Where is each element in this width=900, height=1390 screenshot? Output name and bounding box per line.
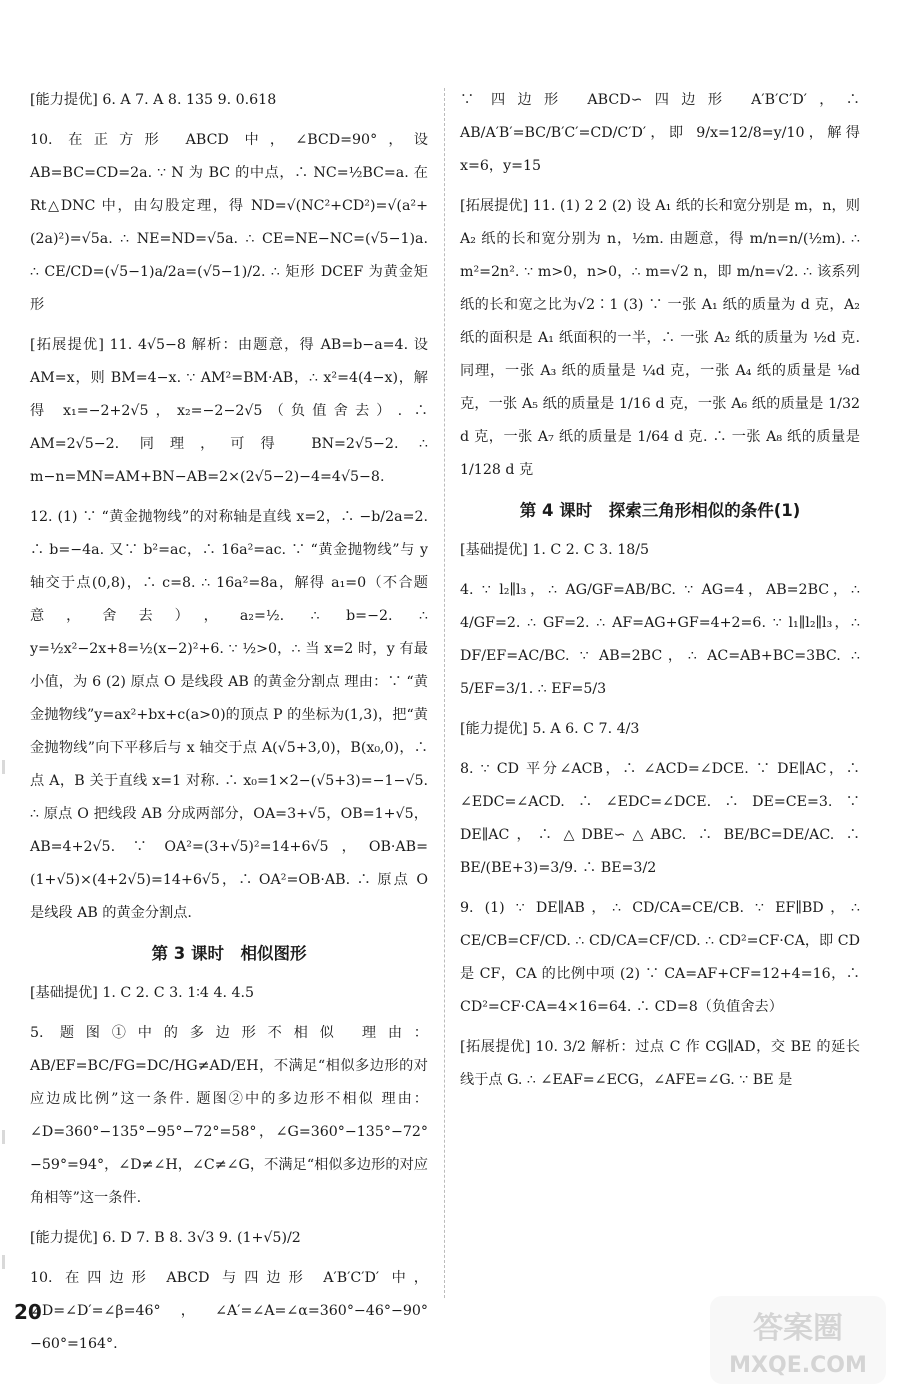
left-column	[30, 84, 428, 1368]
left-paragraph: 10. 在四边形 ABCD 与四边形 A′B′C′D′ 中，∠D=∠D′=∠β=46°，∠A′=∠A=∠α=360°−46°−90°−60°=164°.	[30, 1270, 428, 1352]
left-paragraph: [能力提优] 6. D 7. B 8. 3√3 9. (1+√5)/2	[30, 1230, 301, 1246]
watermark-text: 答案圈	[753, 1311, 843, 1346]
right-paragraph: [能力提优] 5. A 6. C 7. 4/3	[460, 721, 640, 737]
watermark-logo	[708, 1294, 888, 1386]
right-paragraph: 9. (1) ∵ DE∥AB，∴ CD/CA=CE/CB. ∵ EF∥BD，∴ CE/CB=CF/CD. ∴ CD/CA=CF/CD. ∴ CD²=CF·CA，即 CD 是 CF，CA 的比例中项 (2) ∵ CA=AF+CF=12+4=16，∴ CD²=CF·CA=4×16=64. ∴ CD=8（负值舍去）	[460, 900, 860, 1015]
left-paragraph: 5. 题图①中的多边形不相似 理由：AB/EF=BC/FG=DC/HG≠AD/EH，不满足“相似多边形的对应边成比例”这一条件. 题图②中的多边形不相似 理由：∠D=360°−135°−95°−72°=58°，∠G=360°−135°−72°−59°=94°，∠D≠∠H，∠C≠∠G，不满足“相似多边形的对应角相等”这一条件.	[30, 1025, 428, 1206]
section-title-lesson-3: 第 3 课时 相似图形	[151, 944, 307, 963]
binding-edge-mark	[2, 760, 5, 774]
left-paragraph: [拓展提优] 11. 4√5−8 解析：由题意，得 AB=b−a=4. 设 AM=x，则 BM=4−x. ∵ AM²=BM·AB，∴ x²=4(4−x)，解得 x₁=−2+2√5，x₂=−2−2√5（负值舍去）. ∴ AM=2√5−2. 同理，可得 BN=2√5−2. ∴ m−n=MN=AM+BN−AB=2×(2√5−2)−4=4√5−8.	[30, 337, 428, 485]
right-paragraph: [拓展提优] 10. 3/2 解析：过点 C 作 CG∥AD，交 BE 的延长线于点 G. ∴ ∠EAF=∠ECG，∠AFE=∠G. ∵ BE 是	[460, 1039, 860, 1088]
right-paragraph: ∵ 四边形 ABCD∽四边形 A′B′C′D′，∴ AB/A′B′=BC/B′C′=CD/C′D′，即 9/x=12/8=y/10，解得 x=6，y=15	[460, 92, 860, 174]
binding-edge-mark	[2, 1130, 5, 1144]
section-title-lesson-4: 第 4 课时 探索三角形相似的条件(1)	[519, 501, 801, 520]
right-paragraph: 8. ∵ CD 平分∠ACB，∴ ∠ACD=∠DCE. ∵ DE∥AC，∴ ∠EDC=∠ACD. ∴ ∠EDC=∠DCE. ∴ DE=CE=3. ∵ DE∥AC，∴ △DBE∽△ABC. ∴ BE/BC=DE/AC. ∴ BE/(BE+3)=3/9. ∴ BE=3/2	[460, 761, 860, 876]
page-number: 20	[14, 1300, 42, 1324]
column-divider	[444, 88, 445, 1298]
right-paragraph: 4. ∵ l₂∥l₃，∴ AG/GF=AB/BC. ∵ AG=4，AB=2BC，∴ 4/GF=2. ∴ GF=2. ∴ AF=AG+GF=4+2=6. ∵ l₁∥l₂∥l₃，∴ DF/EF=AC/BC. ∵ AB=2BC，∴ AC=AB+BC=3BC. ∴ 5/EF=3/1. ∴ EF=5/3	[460, 582, 860, 697]
watermark-url: MXQE.COM	[729, 1353, 867, 1378]
left-paragraph: 10. 在正方形 ABCD 中，∠BCD=90°，设 AB=BC=CD=2a. ∵ N 为 BC 的中点，∴ NC=½BC=a. 在 Rt△DNC 中，由勾股定理，得 ND=√(NC²+CD²)=√(a²+(2a)²)=√5a. ∴ NE=ND=√5a. ∴ CE=NE−NC=(√5−1)a. ∴ CE/CD=(√5−1)a/2a=(√5−1)/2. ∴ 矩形 DCEF 为黄金矩形	[30, 132, 428, 313]
right-paragraph: [基础提优] 1. C 2. C 3. 18/5	[460, 542, 650, 558]
right-paragraph: [拓展提优] 11. (1) 2 2 (2) 设 A₁ 纸的长和宽分别是 m，n，则 A₂ 纸的长和宽分别为 n，½m. 由题意，得 m/n=n/(½m). ∴ m²=2n². ∵ m>0，n>0，∴ m=√2 n，即 m/n=√2. ∴ 该系列纸的长和宽之比为√2∶1 (3) ∵ 一张 A₁ 纸的质量为 d 克，A₂ 纸的面积是 A₁ 纸面积的一半，∴ 一张 A₂ 纸的质量为 ½d 克. 同理，一张 A₃ 纸的质量是 ¼d 克，一张 A₄ 纸的质量是 ⅛d 克，一张 A₅ 纸的质量是 1/16 d 克，一张 A₆ 纸的质量是 1/32 d 克，一张 A₇ 纸的质量是 1/64 d 克. ∴ 一张 A₈ 纸的质量是 1/128 d 克	[460, 198, 860, 478]
left-paragraph: 12. (1) ∵ “黄金抛物线”的对称轴是直线 x=2，∴ −b/2a=2. ∴ b=−4a. 又∵ b²=ac，∴ 16a²=ac. ∵ “黄金抛物线”与 y 轴交于点(0,8)，∴ c=8. ∴ 16a²=8a，解得 a₁=0（不合题意，舍去），a₂=½. ∴ b=−2. ∴ y=½x²−2x+8=½(x−2)²+6. ∵ ½>0，∴ 当 x=2 时，y 有最小值，为 6 (2) 原点 O 是线段 AB 的黄金分割点 理由：∵ “黄金抛物线”y=ax²+bx+c(a>0)的顶点 P 的坐标为(1,3)，把“黄金抛物线”向下平移后与 x 轴交于点 A(√5+3,0)，B(x₀,0)，∴ 点 A，B 关于直线 x=1 对称. ∴ x₀=1×2−(√5+3)=−1−√5. ∴ 原点 O 把线段 AB 分成两部分，OA=3+√5，OB=1+√5，AB=4+2√5. ∵ OA²=(3+√5)²=14+6√5，OB·AB=(1+√5)×(4+2√5)=14+6√5，∴ OA²=OB·AB. ∴ 原点 O 是线段 AB 的黄金分割点.	[30, 509, 428, 921]
left-paragraph: [能力提优] 6. A 7. A 8. 135 9. 0.618	[30, 92, 277, 108]
binding-edge-mark	[2, 1255, 5, 1269]
right-column	[460, 84, 860, 1104]
left-paragraph: [基础提优] 1. C 2. C 3. 1∶4 4. 4.5	[30, 985, 255, 1001]
